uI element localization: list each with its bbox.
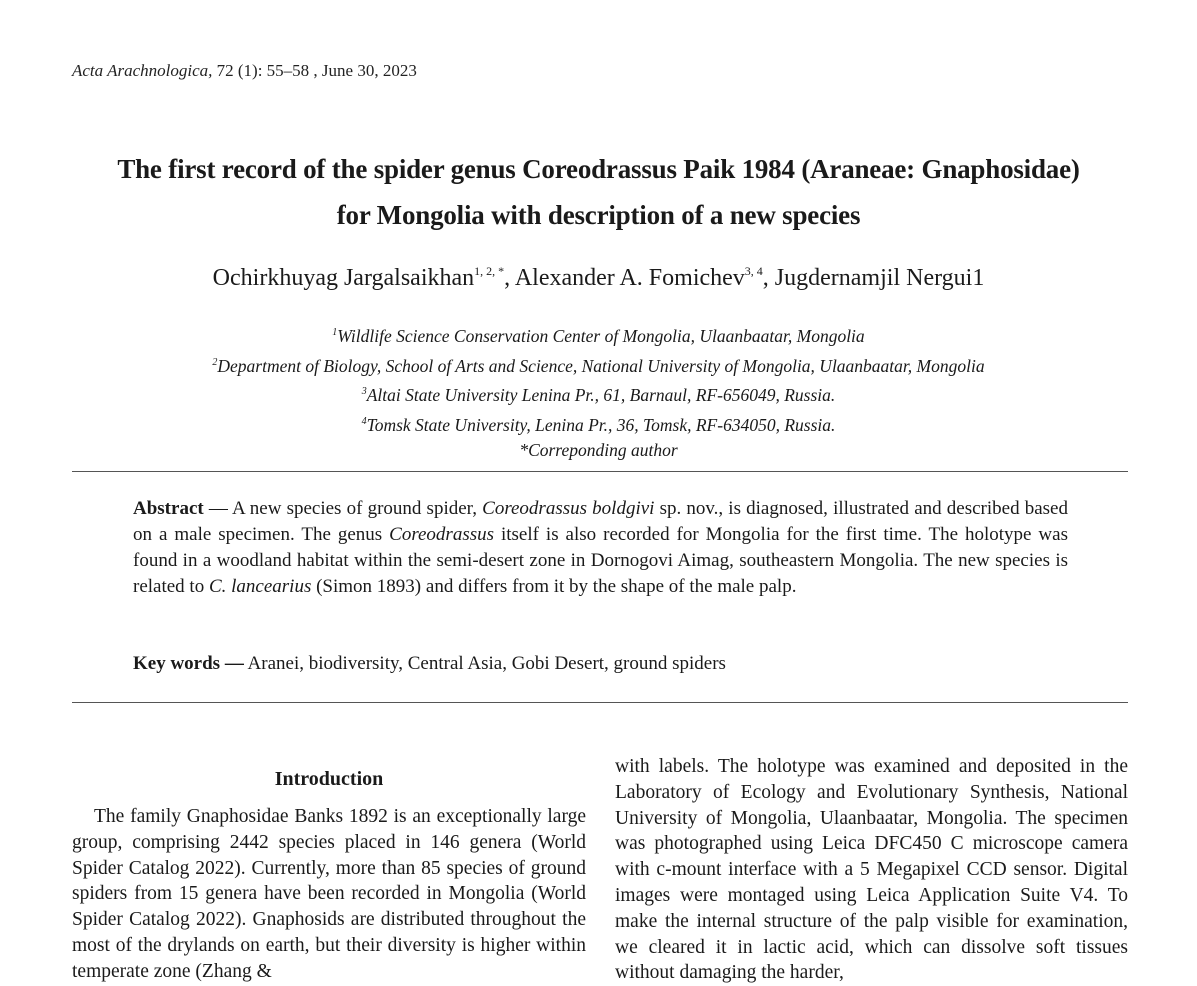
keywords [133, 651, 1068, 677]
species-name: Coreodrassus boldgivi [482, 498, 655, 519]
genus-name: Coreodrassus [389, 524, 495, 545]
author-1: Ochirkhuyag Jargalsaikhan [212, 265, 475, 291]
affiliation-mark: 4 [361, 415, 367, 427]
paper-title [40, 146, 1157, 238]
author-3: Jugdernamjil Nergui1 [774, 265, 985, 291]
abstract-text: — A new species of ground spider, [203, 498, 483, 519]
author-1-affiliation-marks: 1, 2, * [474, 264, 505, 278]
divider-bottom [72, 702, 1128, 703]
author-separator: , [762, 265, 775, 291]
title-line-1: The first record of the spider genus Coreodrassus Paik 1984 (Araneae: Gnaphosidae) [117, 154, 1080, 184]
affiliation-text: Department of Biology, School of Arts and Science, National University of Mongolia, Ulaanbaatar, Mongolia [217, 355, 985, 376]
divider-top [72, 471, 1128, 472]
affiliation-mark: 2 [212, 356, 218, 368]
methods-paragraph: with labels. The holotype was examined and deposited in the Laboratory of Ecology and Evolutionary Synthesis, National University of Mongolia, Ulaanbaatar, Mongolia. The specimen was photographed using Leica DFC450 C microscope camera with c-mount interface with a 5 Megapixel CCD sensor. Digital images were montaged using Leica Application Suite V4. To make the internal structure of the palp visible for examination, we cleared it in lactic acid, which can dissolve soft tissues without damaging the harder, [615, 756, 1128, 984]
affiliation-line [40, 320, 1157, 350]
author-2-affiliation-marks: 3, 4 [744, 264, 763, 278]
keywords-text: Aranei, biodiversity, Central Asia, Gobi Desert, ground spiders [243, 653, 726, 674]
author-list [40, 254, 1157, 295]
abstract [133, 496, 1068, 600]
affiliations [40, 320, 1157, 464]
affiliation-text: Altai State University Lenina Pr., 61, Barnaul, RF-656049, Russia. [366, 385, 836, 406]
affiliation-text: Tomsk State University, Lenina Pr., 36, Tomsk, RF-634050, Russia. [366, 414, 836, 435]
right-column [615, 754, 1128, 986]
abstract-label: Abstract [133, 498, 204, 519]
corresponding-author-note [40, 438, 1157, 464]
abstract-text: sp. nov., is diagnosed, illustrated and described based on a male specimen. The genus [133, 498, 1068, 545]
section-heading-introduction: Introduction [274, 768, 384, 790]
affiliation-line [40, 409, 1157, 439]
affiliation-line [40, 350, 1157, 380]
journal-name: Acta Arachnologica, [72, 61, 213, 80]
left-column [72, 766, 586, 985]
abstract-text: itself is also recorded for Mongolia for the first time. The holotype was found in a woodland habitat within the semi-desert zone in Dornogovi Aimag, southeastern Mongolia. The new species is related to [133, 524, 1068, 597]
affiliation-mark: 1 [332, 327, 338, 338]
related-species-name: C. lancearius [208, 576, 312, 597]
keywords-label: Key words — [133, 653, 244, 674]
affiliation-line [40, 379, 1157, 409]
title-line-2: for Mongolia with description of a new species [336, 200, 861, 230]
author-separator: , [504, 265, 515, 291]
affiliation-mark: 3 [361, 386, 367, 398]
author-2: Alexander A. Fomichev [514, 265, 745, 291]
corresponding-author-text: *Correponding author [519, 440, 678, 461]
citation-details: 72 (1): 55–58 , June 30, 2023 [212, 61, 417, 80]
introduction-paragraph: The family Gnaphosidae Banks 1892 is an exceptionally large group, comprising 2442 species placed in 146 genera (World Spider Catalog 2022). Currently, more than 85 species of ground spiders from 15 genera have been recorded in Mongolia (World Spider Catalog 2022). Gnaphosids are distributed throughout the most of the drylands on earth, but their diversity is higher within temperate zone (Zhang & [72, 806, 586, 982]
running-head [72, 60, 417, 82]
affiliation-text: Wildlife Science Conservation Center of Mongolia, Ulaanbaatar, Mongolia [337, 326, 865, 346]
abstract-text: (Simon 1893) and differs from it by the shape of the male palp. [311, 576, 797, 597]
